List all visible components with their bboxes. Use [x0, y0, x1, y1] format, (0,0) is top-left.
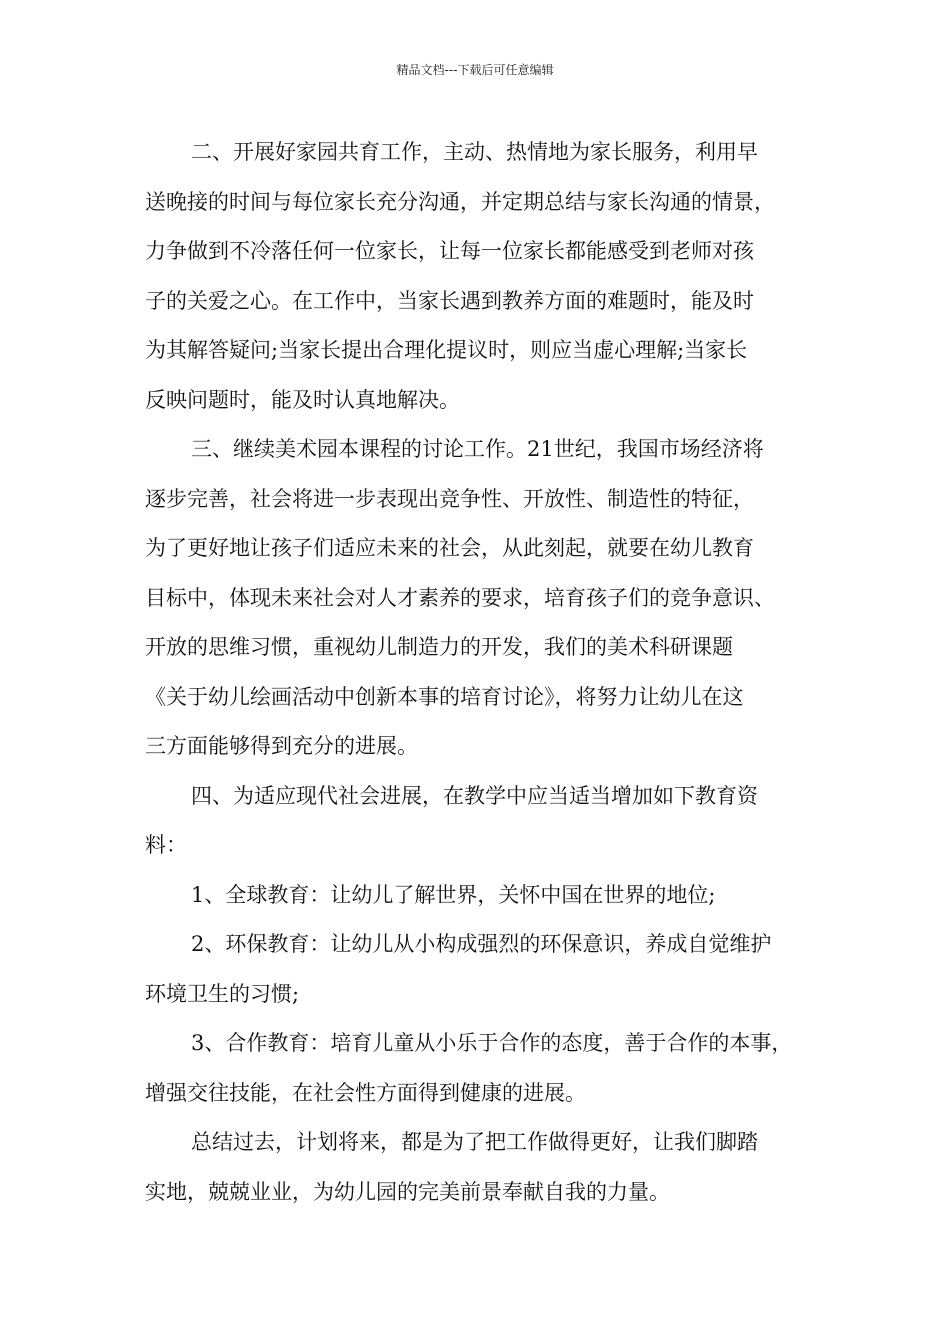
text-line: 目标中，体现未来社会对人才素养的要求，培育孩子们的竞争意识、 [145, 585, 775, 610]
text-line: 三方面能够得到充分的进展。 [145, 734, 418, 758]
paragraph-home-school [145, 128, 813, 425]
text-line: 总结过去，计划将来，都是为了把工作做得更好，让我们脚踏 [191, 1130, 758, 1154]
text-line: 二、开展好家园共育工作，主动、热情地为家长服务，利用早 [191, 140, 758, 164]
text-line: 为其解答疑问;当家长提出合理化提议时，则应当虚心理解;当家长 [145, 338, 748, 362]
text-line: 环境卫生的习惯; [145, 981, 300, 1006]
text-line: 实地，兢兢业业，为幼儿园的完美前景奉献自我的力量。 [145, 1179, 670, 1204]
list-item-environmental-education [145, 920, 813, 1019]
text-line: 反映问题时，能及时认真地解决。 [145, 387, 460, 412]
text-line: 子的关爱之心。在工作中，当家长遇到教养方面的难题时，能及时 [145, 288, 754, 313]
text-line: 为了更好地让孩子们适应未来的社会，从此刻起，就要在幼儿教育 [145, 536, 754, 560]
text-line: 2、环保教育：让幼儿从小构成强烈的环保意识，养成自觉维护 [191, 932, 772, 956]
text-line: 送晚接的时间与每位家长充分沟通，并定期总结与家长沟通的情景， [145, 189, 775, 214]
text-line: 《关于幼儿绘画活动中创新本事的培育讨论》，将努力让幼儿在这 [145, 684, 744, 709]
list-item-global-education [145, 871, 813, 921]
text-line: 1、全球教育：让幼儿了解世界，关怀中国在世界的地位; [191, 882, 716, 907]
paragraph-art-curriculum [145, 425, 813, 772]
list-item-cooperation-education [145, 1019, 813, 1118]
text-line: 逐步完善，社会将进一步表现出竞争性、开放性、制造性的特征， [145, 486, 754, 511]
paragraph-conclusion [145, 1118, 813, 1217]
text-line: 料： [145, 833, 187, 857]
text-line: 力争做到不冷落任何一位家长，让每一位家长都能感受到老师对孩 [145, 239, 754, 263]
text-line: 四、为适应现代社会进展，在教学中应当适当增加如下教育资 [191, 783, 758, 808]
text-line: 3、合作教育：培育儿童从小乐于合作的态度，善于合作的本事， [191, 1031, 793, 1055]
document-body [145, 128, 813, 1217]
text-line: 增强交往技能，在社会性方面得到健康的进展。 [145, 1080, 586, 1105]
page-header: 精品文档---下载后可任意编辑 [396, 63, 554, 77]
paragraph-education-content [145, 772, 813, 871]
text-line: 开放的思维习惯，重视幼儿制造力的开发，我们的美术科研课题 [145, 635, 733, 659]
text-line: 三、继续美术园本课程的讨论工作。21世纪，我国市场经济将 [191, 437, 764, 461]
